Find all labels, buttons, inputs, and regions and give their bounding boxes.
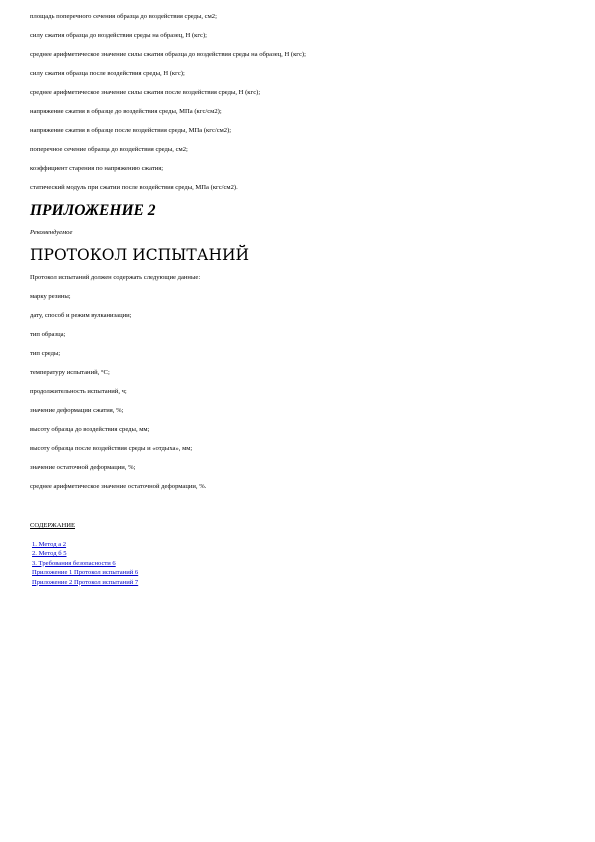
protocol-item: тип образца; [30,331,66,338]
protocol-items [30,292,570,491]
protocol-item: температуру испытаний, °С; [30,369,110,376]
toc-item [32,540,570,549]
protocol-item: высоту образца до воздействия среды, мм; [30,426,150,433]
definition-line: коэффициент старения по напряжению сжатия; [30,165,164,172]
appendix-title: ПРИЛОЖЕНИЕ 2 [30,202,156,219]
protocol-item: значение остаточной деформации, %; [30,464,136,471]
definition-line: напряжение сжатия в образце после воздействия среды, МПа (кгс/см2); [30,127,232,134]
toc-item [32,578,570,587]
protocol-item: тип среды; [30,350,61,357]
protocol-item: дату, способ и режим вулканизации; [30,312,132,319]
toc-title: СОДЕРЖАНИЕ [30,522,76,529]
definition-line: среднее арифметическое значение силы сжатия образца до воздействия среды на образец, Н (кгс); [30,51,306,58]
definitions-list [30,12,570,192]
toc-link-safety[interactable]: 3. Требования безопасности 6 [32,559,116,567]
toc-item [32,559,570,568]
definition-line: поперечное сечение образца до воздействия среды, см2; [30,146,188,153]
protocol-heading: ПРОТОКОЛ ИСПЫТАНИЙ [30,246,250,264]
definition-line: силу сжатия образца до воздействия среды на образец, Н (кгс); [30,32,207,39]
definition-line: площадь поперечного сечения образца до воздействия среды, см2; [30,13,217,20]
toc-link-appendix-1[interactable]: Приложение 1 Протокол испытаний 6 [32,569,139,577]
toc-item [32,549,570,558]
table-of-contents [30,521,570,587]
toc-link-method-b[interactable]: 2. Метод б 5 [32,550,67,558]
protocol-item: марку резины; [30,293,71,300]
toc-item [32,568,570,577]
definition-line: статический модуль при сжатии после воздействия среды, МПа (кгс/см2). [30,184,238,191]
toc-list [30,540,570,587]
protocol-intro: Протокол испытаний должен содержать следующие данные: [30,274,201,281]
definition-line: силу сжатия образца после воздействия среды, Н (кгс); [30,70,185,77]
toc-link-method-a[interactable]: 1. Метод а 2 [32,541,67,548]
appendix-note: Рекомендуемое [30,229,73,236]
protocol-item: высоту образца после воздействия среды и «отдыха», мм; [30,445,193,452]
definition-line: среднее арифметическое значение силы сжатия после воздействия среды, Н (кгс); [30,89,261,96]
document-page [30,12,570,587]
protocol-item: значение деформации сжатия, %; [30,407,124,414]
protocol-item: продолжительность испытаний, ч; [30,388,127,395]
toc-link-appendix-2[interactable]: Приложение 2 Протокол испытаний 7 [32,578,139,586]
protocol-item: среднее арифметическое значение остаточной деформации, %. [30,483,207,490]
definition-line: напряжение сжатия в образце до воздействия среды, МПа (кгс/см2); [30,108,222,115]
